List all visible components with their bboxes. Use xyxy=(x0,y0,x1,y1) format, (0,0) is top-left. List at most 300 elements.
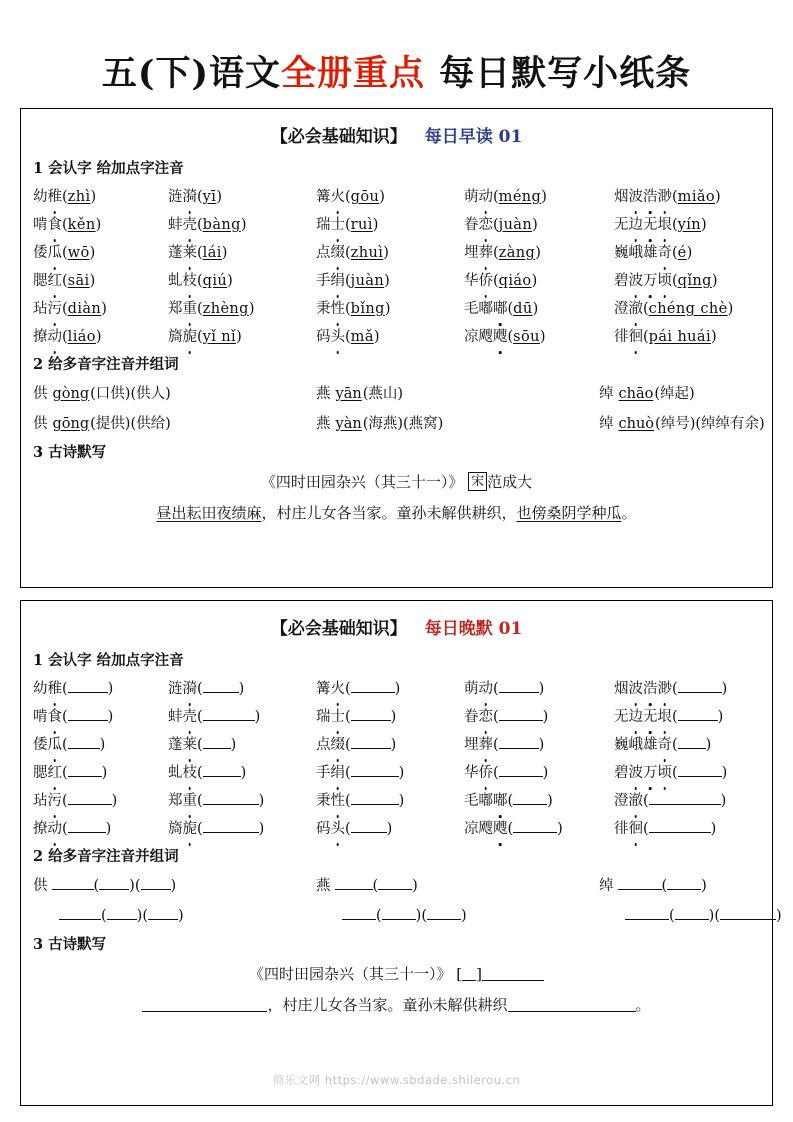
morning-word-item xyxy=(33,183,168,211)
word-char: 绢 xyxy=(331,759,346,787)
polyphone-word-blank[interactable] xyxy=(141,877,171,890)
evening-section-card xyxy=(20,600,782,1106)
poem-blank-2[interactable] xyxy=(508,997,636,1012)
paren-close: ) xyxy=(721,765,728,781)
polyphone-pinyin-blank[interactable] xyxy=(335,877,373,890)
word-char: 波 xyxy=(629,759,644,787)
morning-word-item xyxy=(464,211,614,239)
pinyin: é xyxy=(677,245,687,261)
pinyin-blank[interactable] xyxy=(499,736,539,749)
polyphone-word: (供人) xyxy=(130,386,171,402)
paren-close: ) xyxy=(398,765,405,781)
word-char: 澄 xyxy=(614,793,629,809)
paren-open: ( xyxy=(62,681,68,697)
paren-open: ( xyxy=(672,765,678,781)
word-char: 撩 xyxy=(33,329,48,345)
paren-close: ) xyxy=(717,709,724,725)
word-char: 腮 xyxy=(33,273,48,289)
morning-word-item xyxy=(316,323,464,351)
morning-word-item xyxy=(168,295,316,323)
poem-seg-1: 昼出耘田夜绩麻 xyxy=(156,504,262,522)
morning-word-item xyxy=(168,183,316,211)
paren-open: ( xyxy=(62,273,68,289)
polyphone-word-blank[interactable] xyxy=(378,877,412,890)
polyphone-word: (绰绰有余) xyxy=(695,416,765,432)
word-char: 飕 xyxy=(478,329,493,345)
polyphone-pinyin-blank[interactable] xyxy=(342,907,376,920)
word-char: 埋 xyxy=(464,245,479,261)
paren-open: ( xyxy=(197,217,203,233)
paren-open: ( xyxy=(672,709,678,725)
word-char: 峨 xyxy=(628,245,643,261)
pinyin-blank[interactable] xyxy=(203,820,259,833)
poem-blank-1[interactable] xyxy=(142,997,267,1012)
word-char: 眷 xyxy=(464,709,479,725)
word-char: 重 xyxy=(183,787,198,815)
pinyin-blank[interactable] xyxy=(678,736,706,749)
paren-close: ) xyxy=(384,273,390,289)
paren-open: ( xyxy=(345,793,351,809)
pinyin-blank[interactable] xyxy=(351,764,399,777)
paren-close: ) xyxy=(248,301,255,317)
word-char: 绢 xyxy=(331,267,346,295)
polyphone-word: (绰起) xyxy=(654,386,695,402)
paren-open: ( xyxy=(62,189,68,205)
pinyin-blank[interactable] xyxy=(351,792,399,805)
word-char: 污 xyxy=(48,295,63,323)
word-char: 葬 xyxy=(479,731,494,759)
morning-q1-number: 1 xyxy=(33,160,44,177)
evening-polyphone-item xyxy=(599,901,782,931)
word-char: 澈 xyxy=(629,787,644,815)
morning-q3-title xyxy=(33,441,762,462)
pinyin: wō xyxy=(67,245,90,261)
pinyin-blank[interactable] xyxy=(68,708,108,721)
evening-word-item xyxy=(464,675,614,703)
paren-close: ) xyxy=(710,821,717,837)
paren-open: ( xyxy=(62,245,68,261)
evening-word-item xyxy=(614,731,762,759)
word-char: 瑞 xyxy=(316,709,331,725)
word-char: 华 xyxy=(464,273,479,289)
paren-open: ( xyxy=(345,737,351,753)
word-char: 篝 xyxy=(316,189,331,205)
morning-word-item xyxy=(33,267,168,295)
word-char: 飕 xyxy=(493,323,508,351)
poem-end: 。 xyxy=(621,504,637,522)
paren-open: ( xyxy=(643,329,649,345)
word-char: 萌 xyxy=(464,189,479,205)
word-char: 烟 xyxy=(614,681,629,697)
paren-open: ( xyxy=(62,329,68,345)
word-char: 手 xyxy=(316,273,331,289)
paren-open: ( xyxy=(493,273,499,289)
polyphone-pinyin: yàn xyxy=(335,416,362,432)
paren-close: ) xyxy=(227,273,233,289)
evening-word-item xyxy=(464,815,614,843)
paren-open: ( xyxy=(672,737,678,753)
paren-close: ) xyxy=(105,821,112,837)
evening-word-item xyxy=(316,703,464,731)
evening-polyphone-item xyxy=(316,901,599,931)
paren-close: ) xyxy=(240,765,247,781)
polyphone-word-blank[interactable] xyxy=(382,907,416,920)
word-char: 峨 xyxy=(628,737,643,753)
pinyin-blank[interactable] xyxy=(649,820,711,833)
evening-q2-number: 2 xyxy=(33,848,44,865)
paren-close: ) xyxy=(547,793,553,809)
paren-open: ( xyxy=(62,765,68,781)
morning-word-item xyxy=(614,267,762,295)
word-char: 澈 xyxy=(629,295,644,323)
paren-close: ) xyxy=(390,709,397,725)
polyphone-word: (燕山) xyxy=(362,386,404,402)
pinyin-blank[interactable] xyxy=(68,820,106,833)
pinyin-blank[interactable] xyxy=(68,764,102,777)
morning-section-card xyxy=(20,108,773,588)
paren-open: ( xyxy=(142,908,149,924)
paren-open: ( xyxy=(62,301,68,317)
polyphone-word-blank[interactable] xyxy=(427,907,461,920)
morning-word-item xyxy=(464,295,614,323)
pinyin: diàn xyxy=(67,301,102,317)
word-char: 顷 xyxy=(658,759,673,787)
word-char: 缀 xyxy=(331,239,346,267)
paren-open: ( xyxy=(62,737,68,753)
paren-open: ( xyxy=(62,821,68,837)
paren-close: ) xyxy=(236,329,242,345)
word-char: 点 xyxy=(316,737,331,753)
evening-word-item xyxy=(168,731,316,759)
paren-open: ( xyxy=(493,245,499,261)
pinyin-blank[interactable] xyxy=(499,680,539,693)
word-char: 动 xyxy=(48,815,63,843)
pinyin: lái xyxy=(202,245,222,261)
poem-dynasty: 宋 xyxy=(468,472,487,491)
word-char: 玷 xyxy=(33,793,48,809)
polyphone-word-blank[interactable] xyxy=(107,907,137,920)
morning-word-item xyxy=(33,323,168,351)
word-char: 碧 xyxy=(614,765,629,781)
word-char: 性 xyxy=(331,295,346,323)
word-char: 涟 xyxy=(168,681,183,697)
poem-name: 四时田园杂兴（其三十一） xyxy=(263,965,437,983)
paren-open: ( xyxy=(672,189,678,205)
morning-q2-number: 2 xyxy=(33,356,44,373)
word-char: 士 xyxy=(331,703,346,731)
morning-word-item xyxy=(316,267,464,295)
polyphone-pinyin-blank[interactable] xyxy=(618,877,662,890)
evening-word-item xyxy=(614,787,762,815)
word-char: 垠 xyxy=(658,703,673,731)
pinyin: zhèng xyxy=(202,301,249,317)
paren-open: ( xyxy=(62,709,68,725)
polyphone-word: (海燕) xyxy=(362,416,404,432)
word-char: 毛 xyxy=(464,301,479,317)
evening-word-item xyxy=(614,759,762,787)
pinyin: zhuì xyxy=(350,245,384,261)
morning-word-item xyxy=(614,239,762,267)
pinyin-blank[interactable] xyxy=(678,680,722,693)
poem-author-blank[interactable] xyxy=(482,966,544,981)
polyphone-pinyin-blank[interactable] xyxy=(52,877,94,890)
word-char: 食 xyxy=(48,211,63,239)
evening-word-item xyxy=(168,703,316,731)
word-char: 浩 xyxy=(643,675,658,703)
pinyin-blank[interactable] xyxy=(513,820,557,833)
pinyin-blank[interactable] xyxy=(678,764,722,777)
word-char: 撩 xyxy=(33,821,48,837)
pinyin-blank[interactable] xyxy=(68,792,112,805)
word-char: 边 xyxy=(629,703,644,731)
word-char: 枝 xyxy=(183,267,198,295)
word-char: 篝 xyxy=(316,681,331,697)
polyphone-word-blank[interactable] xyxy=(99,877,129,890)
paren-close: ) xyxy=(178,908,184,924)
poem-bracket-open: 《 xyxy=(260,473,276,491)
morning-word-item xyxy=(316,183,464,211)
evening-q1-title xyxy=(33,649,762,670)
word-char: 旖 xyxy=(168,329,183,345)
word-char: 啃 xyxy=(33,709,48,725)
paren-close: ) xyxy=(701,217,707,233)
morning-word-item xyxy=(614,211,762,239)
word-char: 旎 xyxy=(183,815,198,843)
word-char: 码 xyxy=(316,329,331,345)
evening-polyphone-item xyxy=(316,871,599,901)
paren-open: ( xyxy=(507,821,514,837)
word-char: 玷 xyxy=(33,301,48,317)
polyphone-word-blank[interactable] xyxy=(675,907,709,920)
morning-polyphone-item xyxy=(599,379,765,409)
word-char: 渺 xyxy=(658,183,673,211)
pinyin-blank[interactable] xyxy=(351,708,391,721)
pinyin-blank[interactable] xyxy=(203,792,259,805)
paren-open: ( xyxy=(197,189,203,205)
morning-polyphone-item xyxy=(316,409,599,439)
evening-word-item xyxy=(614,815,762,843)
morning-header-tag: 每日早读 01 xyxy=(424,127,523,147)
pinyin: gōu xyxy=(350,189,380,205)
title-part-2: 全册重点 xyxy=(281,53,426,94)
paren-close: ) xyxy=(95,217,102,233)
morning-q1-label: 会认字 给加点字注音 xyxy=(48,160,184,177)
evening-word-item xyxy=(168,787,316,815)
word-char: 啃 xyxy=(33,217,48,233)
paren-open: ( xyxy=(493,681,499,697)
word-char: 葬 xyxy=(479,239,494,267)
word-char: 蓬 xyxy=(168,737,183,753)
word-char: 头 xyxy=(331,323,346,351)
word-char: 漪 xyxy=(183,183,198,211)
pinyin: bàng xyxy=(202,217,241,233)
paren-close: ) xyxy=(230,737,237,753)
pinyin: qiú xyxy=(202,273,228,289)
morning-word-grid xyxy=(33,183,762,351)
pinyin-blank[interactable] xyxy=(649,792,721,805)
paren-close: ) xyxy=(531,273,538,289)
word-char: 秉 xyxy=(316,301,331,317)
evening-polyphone-item xyxy=(33,871,316,901)
morning-q3-label: 古诗默写 xyxy=(48,444,107,461)
evening-poem-line xyxy=(31,989,762,1021)
evening-word-item xyxy=(464,731,614,759)
word-char: 眷 xyxy=(464,217,479,233)
paren-close: ) xyxy=(238,681,245,697)
pinyin: sāi xyxy=(67,273,90,289)
paren-open: ( xyxy=(672,273,678,289)
paren-open: ( xyxy=(376,908,382,924)
paren-open: ( xyxy=(197,245,203,261)
paren-close: ) xyxy=(538,737,545,753)
paren-open: ( xyxy=(345,821,351,837)
paren-close: ) xyxy=(701,878,707,894)
word-char: 巍 xyxy=(614,245,629,261)
polyphone-word-blank[interactable] xyxy=(720,907,776,920)
word-char: 瑞 xyxy=(316,217,331,233)
evening-word-item xyxy=(33,703,168,731)
polyphone-char: 绰 xyxy=(599,878,614,894)
evening-polyphone-item xyxy=(599,871,782,901)
pinyin: yī xyxy=(202,189,217,205)
word-char: 壳 xyxy=(183,211,198,239)
paren-close: ) xyxy=(415,908,422,924)
word-char: 虬 xyxy=(168,765,183,781)
polyphone-char: 供 xyxy=(33,386,48,402)
polyphone-word: (提供) xyxy=(90,416,131,432)
paren-close: ) xyxy=(541,189,547,205)
pinyin-blank[interactable] xyxy=(203,736,231,749)
evening-word-item xyxy=(33,759,168,787)
paren-close: ) xyxy=(398,793,405,809)
pinyin: zhì xyxy=(67,189,91,205)
pinyin-blank[interactable] xyxy=(513,792,547,805)
morning-header-label: 【必会基础知识】 xyxy=(270,127,407,147)
evening-word-item xyxy=(168,815,316,843)
pinyin: pái huái xyxy=(648,329,712,345)
pinyin-blank[interactable] xyxy=(203,708,255,721)
word-char: 莱 xyxy=(183,731,198,759)
paren-close: ) xyxy=(461,908,467,924)
poem-name: 四时田园杂兴（其三十一） xyxy=(275,473,449,491)
word-char: 萌 xyxy=(464,681,479,697)
paren-open: ( xyxy=(197,821,203,837)
word-char: 奇 xyxy=(658,239,673,267)
morning-word-item xyxy=(33,295,168,323)
word-char: 无 xyxy=(614,217,629,233)
polyphone-pinyin-blank[interactable] xyxy=(625,907,669,920)
word-char: 徊 xyxy=(629,323,644,351)
paren-close: ) xyxy=(711,329,717,345)
paren-close: ) xyxy=(708,908,715,924)
word-char: 点 xyxy=(316,245,331,261)
paren-open: ( xyxy=(197,681,203,697)
paren-close: ) xyxy=(384,301,391,317)
evening-word-item xyxy=(464,759,614,787)
evening-word-item xyxy=(316,731,464,759)
word-char: 徘 xyxy=(614,821,629,837)
paren-open: ( xyxy=(493,189,499,205)
paren-close: ) xyxy=(258,821,265,837)
paren-open: ( xyxy=(372,878,379,894)
polyphone-char: 绰 xyxy=(599,386,614,402)
polyphone-word-blank[interactable] xyxy=(667,877,701,890)
word-char: 旎 xyxy=(183,323,198,351)
polyphone-pinyin-blank[interactable] xyxy=(59,907,101,920)
paren-open: ( xyxy=(669,908,675,924)
pinyin: qǐng xyxy=(677,273,712,289)
poem-bracket-close: 》 xyxy=(436,965,452,983)
evening-word-item xyxy=(464,787,614,815)
evening-header-label: 【必会基础知识】 xyxy=(270,619,407,639)
morning-section-header xyxy=(31,117,762,155)
pinyin-blank[interactable] xyxy=(499,708,543,721)
paren-close: ) xyxy=(538,681,545,697)
paren-open: ( xyxy=(345,217,351,233)
evening-q3-title xyxy=(33,933,762,954)
pinyin-blank[interactable] xyxy=(351,736,391,749)
paren-close: ) xyxy=(557,821,563,837)
pinyin-blank[interactable] xyxy=(203,764,241,777)
pinyin-blank[interactable] xyxy=(68,680,108,693)
evening-header-tag: 每日晚默 01 xyxy=(424,619,523,639)
paren-close: ) xyxy=(111,793,118,809)
poem-dynasty-blank[interactable] xyxy=(462,966,476,981)
evening-q2-label: 给多音字注音并组词 xyxy=(48,848,179,865)
polyphone-char: 供 xyxy=(33,416,48,432)
paren-open: ( xyxy=(672,681,678,697)
paren-close: ) xyxy=(379,189,385,205)
word-char: 顷 xyxy=(658,267,673,295)
paren-open: ( xyxy=(493,737,499,753)
morning-word-item xyxy=(464,183,614,211)
paren-close: ) xyxy=(90,189,97,205)
polyphone-word: (口供) xyxy=(90,386,131,402)
morning-word-item xyxy=(464,323,614,351)
pinyin-blank[interactable] xyxy=(351,820,387,833)
pinyin-blank[interactable] xyxy=(678,708,718,721)
paren-open: ( xyxy=(507,301,514,317)
evening-q2-title xyxy=(33,845,762,866)
pinyin: miǎo xyxy=(677,189,716,205)
pinyin-blank[interactable] xyxy=(203,680,239,693)
paren-close: ) xyxy=(532,217,538,233)
poem-dynasty-close: ] xyxy=(476,965,483,983)
paren-open: ( xyxy=(643,301,649,317)
word-char: 嘟 xyxy=(493,787,508,815)
paren-open: ( xyxy=(134,878,141,894)
polyphone-word-blank[interactable] xyxy=(148,907,178,920)
paren-open: ( xyxy=(345,681,351,697)
word-char: 码 xyxy=(316,821,331,837)
word-char: 红 xyxy=(48,759,63,787)
word-char: 污 xyxy=(48,787,63,815)
pinyin-blank[interactable] xyxy=(68,736,100,749)
morning-word-item xyxy=(614,183,762,211)
pinyin-blank[interactable] xyxy=(351,680,395,693)
word-char: 幼 xyxy=(33,681,48,697)
word-char: 飕 xyxy=(493,815,508,843)
evening-word-item xyxy=(316,675,464,703)
polyphone-word: (绰号) xyxy=(655,416,696,432)
pinyin-blank[interactable] xyxy=(499,764,543,777)
word-char: 浩 xyxy=(643,183,658,211)
word-char: 嘟 xyxy=(478,793,493,809)
word-char: 火 xyxy=(331,183,346,211)
paren-open: ( xyxy=(672,245,678,261)
paren-close: ) xyxy=(542,765,549,781)
polyphone-word: (供给) xyxy=(130,416,171,432)
